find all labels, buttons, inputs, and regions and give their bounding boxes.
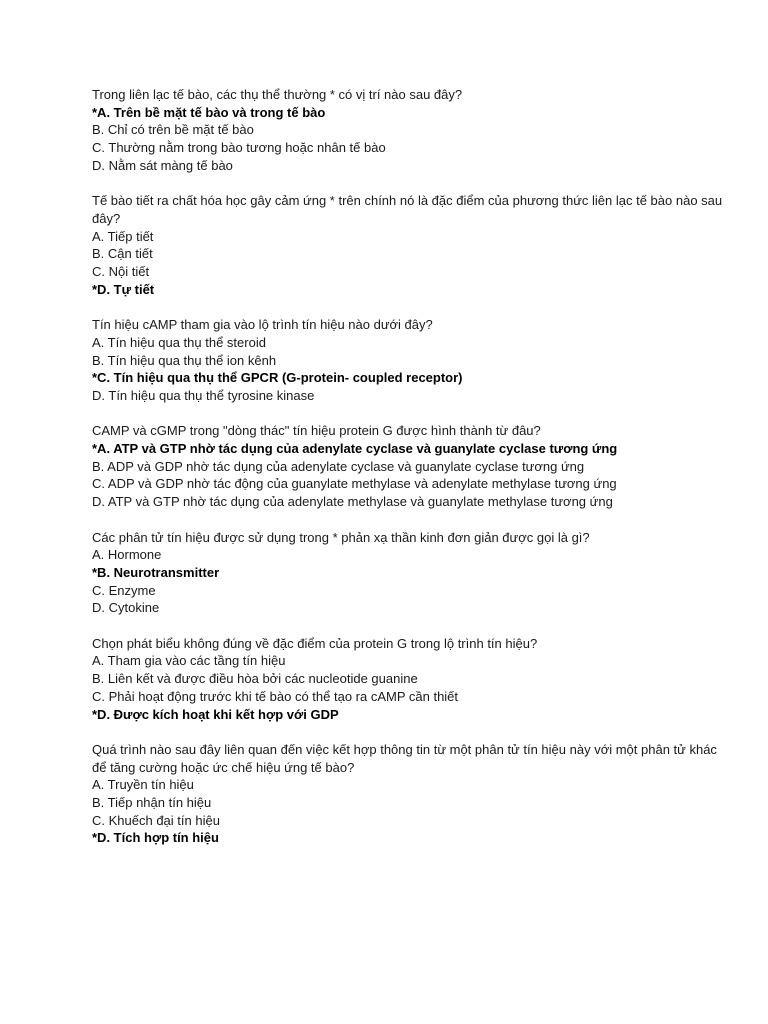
question-stem: Quá trình nào sau đây liên quan đến việc kết hợp thông tin từ một phân tử tín hiệu này với một phân tử khác để tăng cường hoặc ức chế hiệu ứng tế bào? (92, 741, 717, 775)
question-block (92, 741, 732, 847)
answer-option: C. Phải hoạt động trước khi tế bào có thể tạo ra cAMP cần thiết (92, 688, 459, 704)
answer-option-correct: *C. Tín hiệu qua thụ thể GPCR (G-protein- coupled receptor) (92, 370, 463, 386)
answer-option: D. Nằm sát màng tế bào (92, 157, 233, 173)
answer-option: A. Tín hiệu qua thụ thể steroid (92, 334, 266, 350)
answer-option: A. Hormone (92, 547, 162, 563)
question-stem: Trong liên lạc tế bào, các thụ thể thường * có vị trí nào sau đây? (92, 87, 463, 102)
answer-option: C. Enzyme (92, 582, 156, 598)
answer-option: A. Truyền tín hiệu (92, 777, 194, 793)
answer-option: B. ADP và GDP nhờ tác dụng của adenylate cyclase và guanylate cyclase tương ứng (92, 458, 585, 474)
question-block (92, 192, 732, 298)
quiz-document (92, 86, 732, 865)
answer-option: B. Liên kết và được điều hòa bởi các nucleotide guanine (92, 671, 418, 687)
answer-option: D. ATP và GTP nhờ tác dụng của adenylate methylase và guanylate methylase tương ứng (92, 494, 613, 510)
question-block (92, 422, 732, 511)
question-stem: Chọn phát biểu không đúng về đặc điểm của protein G trong lộ trình tín hiệu? (92, 635, 538, 651)
answer-option: C. Thường nằm trong bào tương hoặc nhân tế bào (92, 140, 386, 156)
answer-option: B. Tín hiệu qua thụ thể ion kênh (92, 352, 277, 368)
answer-option: B. Tiếp nhận tín hiệu (92, 795, 212, 811)
question-stem: CAMP và cGMP trong "dòng thác" tín hiệu protein G được hình thành từ đâu? (92, 423, 541, 439)
answer-option: C. Nội tiết (92, 264, 150, 280)
question-block (92, 86, 732, 175)
question-stem: Tín hiệu cAMP tham gia vào lộ trình tín hiệu nào dưới đây? (92, 317, 433, 333)
answer-option-correct: *B. Neurotransmitter (92, 564, 220, 580)
question-block (92, 529, 732, 618)
question-block (92, 635, 732, 724)
answer-option: B. Cận tiết (92, 246, 153, 262)
answer-option-correct: *D. Tự tiết (92, 281, 155, 297)
answer-option-correct: *D. Được kích hoạt khi kết hợp với GDP (92, 706, 339, 722)
answer-option: C. Khuếch đại tín hiệu (92, 812, 220, 828)
question-block (92, 316, 732, 405)
answer-option: D. Tín hiệu qua thụ thể tyrosine kinase (92, 387, 315, 403)
answer-option-correct: *A. Trên bề mặt tế bào và trong tế bào (92, 104, 326, 120)
answer-option-correct: *D. Tích hợp tín hiệu (92, 830, 219, 846)
answer-option: A. Tiếp tiết (92, 228, 154, 244)
answer-option: C. ADP và GDP nhờ tác động của guanylate methylase và adenylate methylase tương ứng (92, 476, 617, 492)
question-stem: Tế bào tiết ra chất hóa học gây cảm ứng * trên chính nó là đặc điểm của phương thức liên lạc tế bào nào sau đây? (92, 193, 723, 226)
answer-option: B. Chỉ có trên bề mặt tế bào (92, 122, 254, 138)
answer-option: D. Cytokine (92, 600, 160, 616)
answer-option-correct: *A. ATP và GTP nhờ tác dụng của adenylate cyclase và guanylate cyclase tương ứng (92, 441, 618, 457)
answer-option: A. Tham gia vào các tầng tín hiệu (92, 653, 286, 669)
question-stem: Các phân tử tín hiệu được sử dụng trong * phản xạ thần kinh đơn giản được gọi là gì? (92, 529, 590, 545)
